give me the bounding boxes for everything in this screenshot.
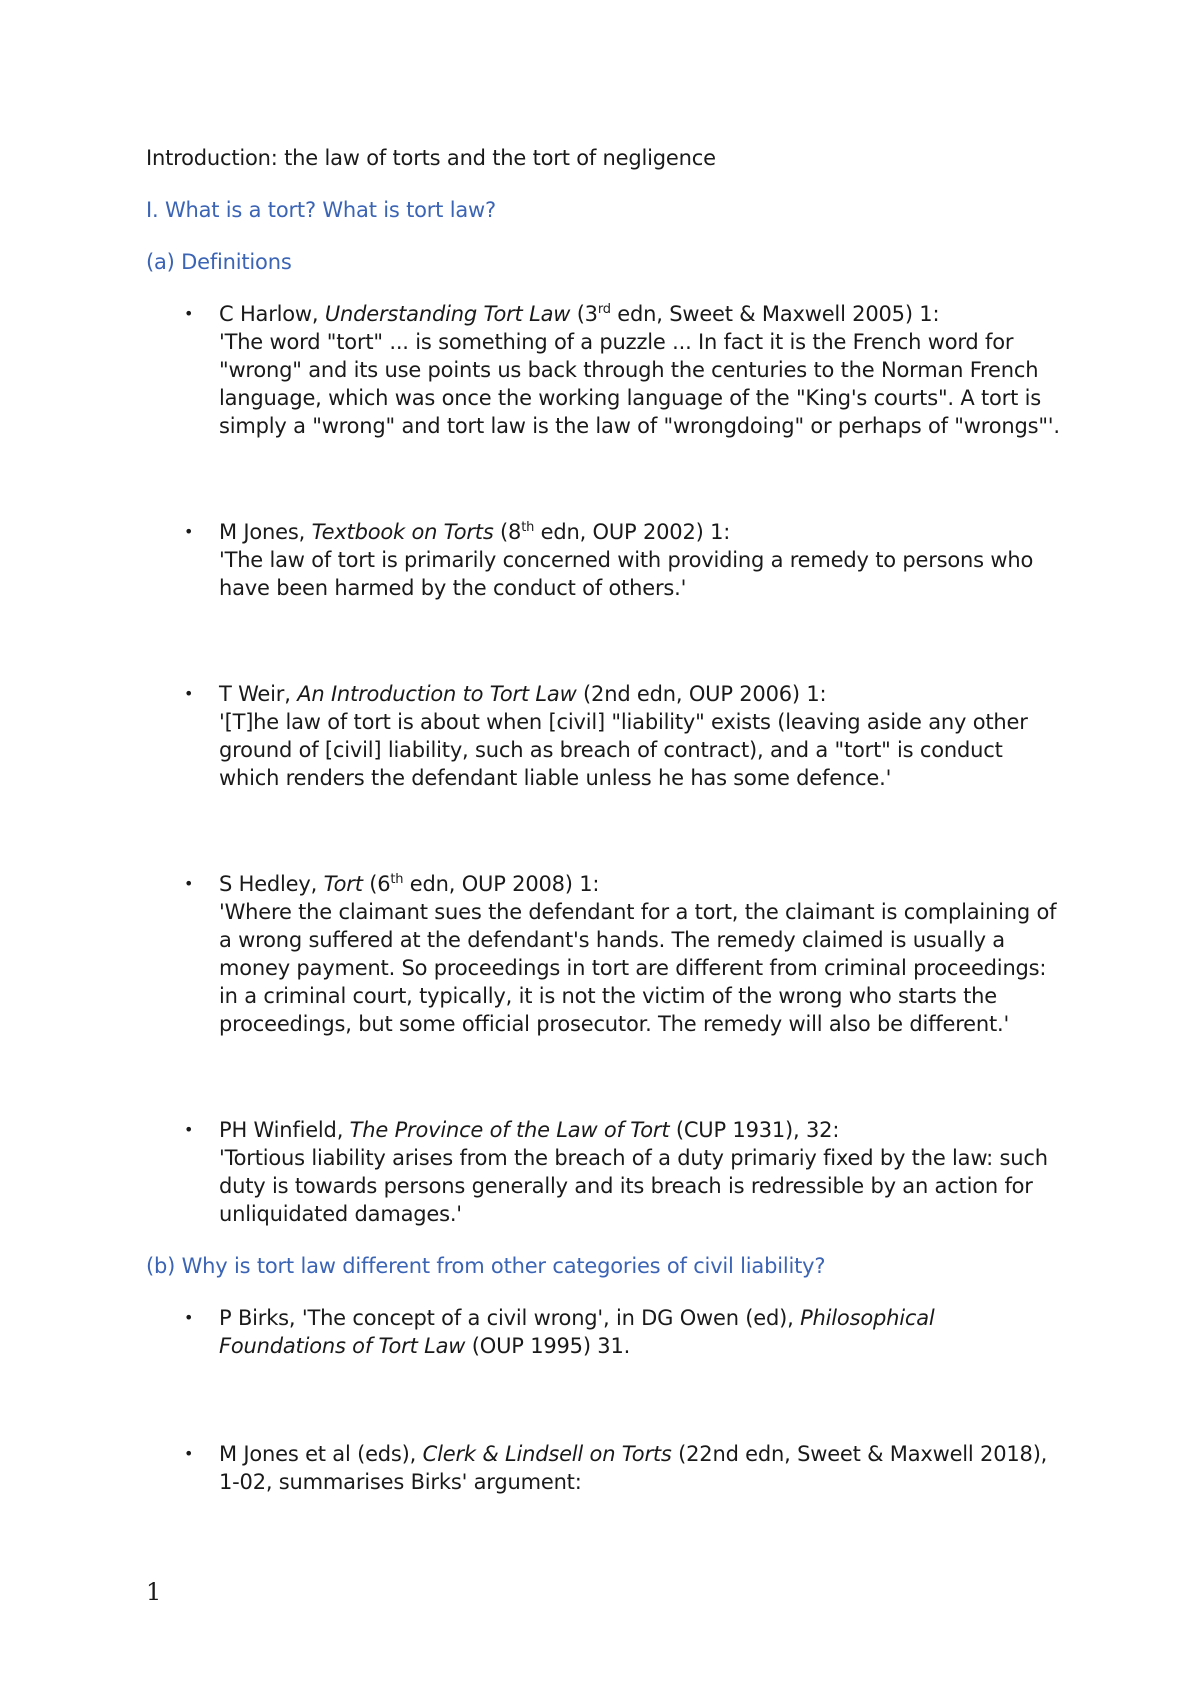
- list-item: [146, 1116, 1066, 1228]
- citation-details: edn, OUP 2002) 1:: [534, 520, 731, 544]
- definitions-list: [146, 300, 1066, 1228]
- subsection-heading-definitions: (a) Definitions: [146, 250, 292, 274]
- citation-author: C Harlow,: [219, 302, 325, 326]
- list-item: [146, 518, 1066, 602]
- list-item: [146, 1304, 1066, 1360]
- citation-book-title: Clerk & Lindsell on Torts: [422, 1442, 672, 1466]
- bullet-icon: •: [184, 522, 194, 541]
- citation-author: M Jones,: [219, 520, 312, 544]
- citation-quote: 'Tortious liability arises from the breach of a duty primariy fixed by the law: such duty is towards persons generally and its breach is redressible by an action for unliquidated damages.': [219, 1146, 1048, 1226]
- document-body: [146, 144, 1066, 1496]
- citation-book-title: Understanding Tort Law: [324, 302, 571, 326]
- bullet-icon: •: [184, 1444, 194, 1463]
- citation-book-title: The Province of the Law of Tort: [349, 1118, 670, 1142]
- citation-details: edn, OUP 2008) 1:: [403, 872, 600, 896]
- citation-author: T Weir,: [219, 682, 298, 706]
- citation-quote: 'The word "tort" ... is something of a puzzle ... In fact it is the French word for "wrong" and its use points us back through the centuries to the Norman French language, which was once the working language of the "King's courts". A tort is simply a "wrong" and tort law is the law of "wrongdoing" or perhaps of "wrongs"'.: [219, 330, 1060, 438]
- citation-details: (3: [570, 302, 598, 326]
- civil-liability-list: [146, 1304, 1066, 1496]
- citation-book-title: Philosophical Foundations of Tort Law: [219, 1306, 935, 1358]
- section-heading: I. What is a tort? What is tort law?: [146, 198, 496, 222]
- bullet-icon: •: [184, 684, 194, 703]
- document-title: Introduction: the law of torts and the tort of negligence: [146, 146, 716, 170]
- list-item: [146, 680, 1066, 792]
- citation-book-title: An Introduction to Tort Law: [297, 682, 577, 706]
- citation-author: PH Winfield,: [219, 1118, 350, 1142]
- citation-author: S Hedley,: [219, 872, 324, 896]
- citation-superscript: rd: [597, 302, 611, 317]
- citation-author: M Jones et al (eds),: [219, 1442, 423, 1466]
- citation-superscript: th: [390, 872, 404, 887]
- bullet-icon: •: [184, 1120, 194, 1139]
- bullet-icon: •: [184, 304, 194, 323]
- list-item: [146, 1440, 1066, 1496]
- citation-details: (8: [493, 520, 522, 544]
- citation-details: (CUP 1931), 32:: [669, 1118, 840, 1142]
- list-item: [146, 870, 1066, 1038]
- citation-book-title: Textbook on Torts: [311, 520, 494, 544]
- subsection-heading-civil-liability: (b) Why is tort law different from other categories of civil liability?: [146, 1254, 826, 1278]
- citation-superscript: th: [521, 520, 535, 535]
- citation-quote: 'The law of tort is primarily concerned with providing a remedy to persons who have been harmed by the conduct of others.': [219, 548, 1034, 600]
- citation-details: (OUP 1995) 31.: [465, 1334, 631, 1358]
- bullet-icon: •: [184, 874, 194, 893]
- citation-details: (2nd edn, OUP 2006) 1:: [576, 682, 827, 706]
- citation-details: (6: [362, 872, 391, 896]
- bullet-icon: •: [184, 1308, 194, 1327]
- citation-book-title: Tort: [323, 872, 363, 896]
- citation-details: edn, Sweet & Maxwell 2005) 1:: [610, 302, 940, 326]
- citation-author: P Birks, 'The concept of a civil wrong', in DG Owen (ed),: [219, 1306, 801, 1330]
- list-item: [146, 300, 1066, 440]
- citation-details: (22nd edn, Sweet & Maxwell 2018), 1-02, summarises Birks' argument:: [219, 1442, 1048, 1494]
- citation-quote: 'Where the claimant sues the defendant for a tort, the claimant is complaining of a wrong suffered at the defendant's hands. The remedy claimed is usually a money payment. So proceedings in tort are different from criminal proceedings: in a criminal court, typically, it is not the victim of the wrong who starts the proceedings, but some official prosecutor. The remedy will also be different.': [219, 900, 1057, 1036]
- page-number: 1: [146, 1578, 162, 1606]
- citation-quote: '[T]he law of tort is about when [civil] "liability" exists (leaving aside any other ground of [civil] liability, such as breach of contract), and a "tort" is conduct which renders the defendant liable unless he has some defence.': [219, 710, 1028, 790]
